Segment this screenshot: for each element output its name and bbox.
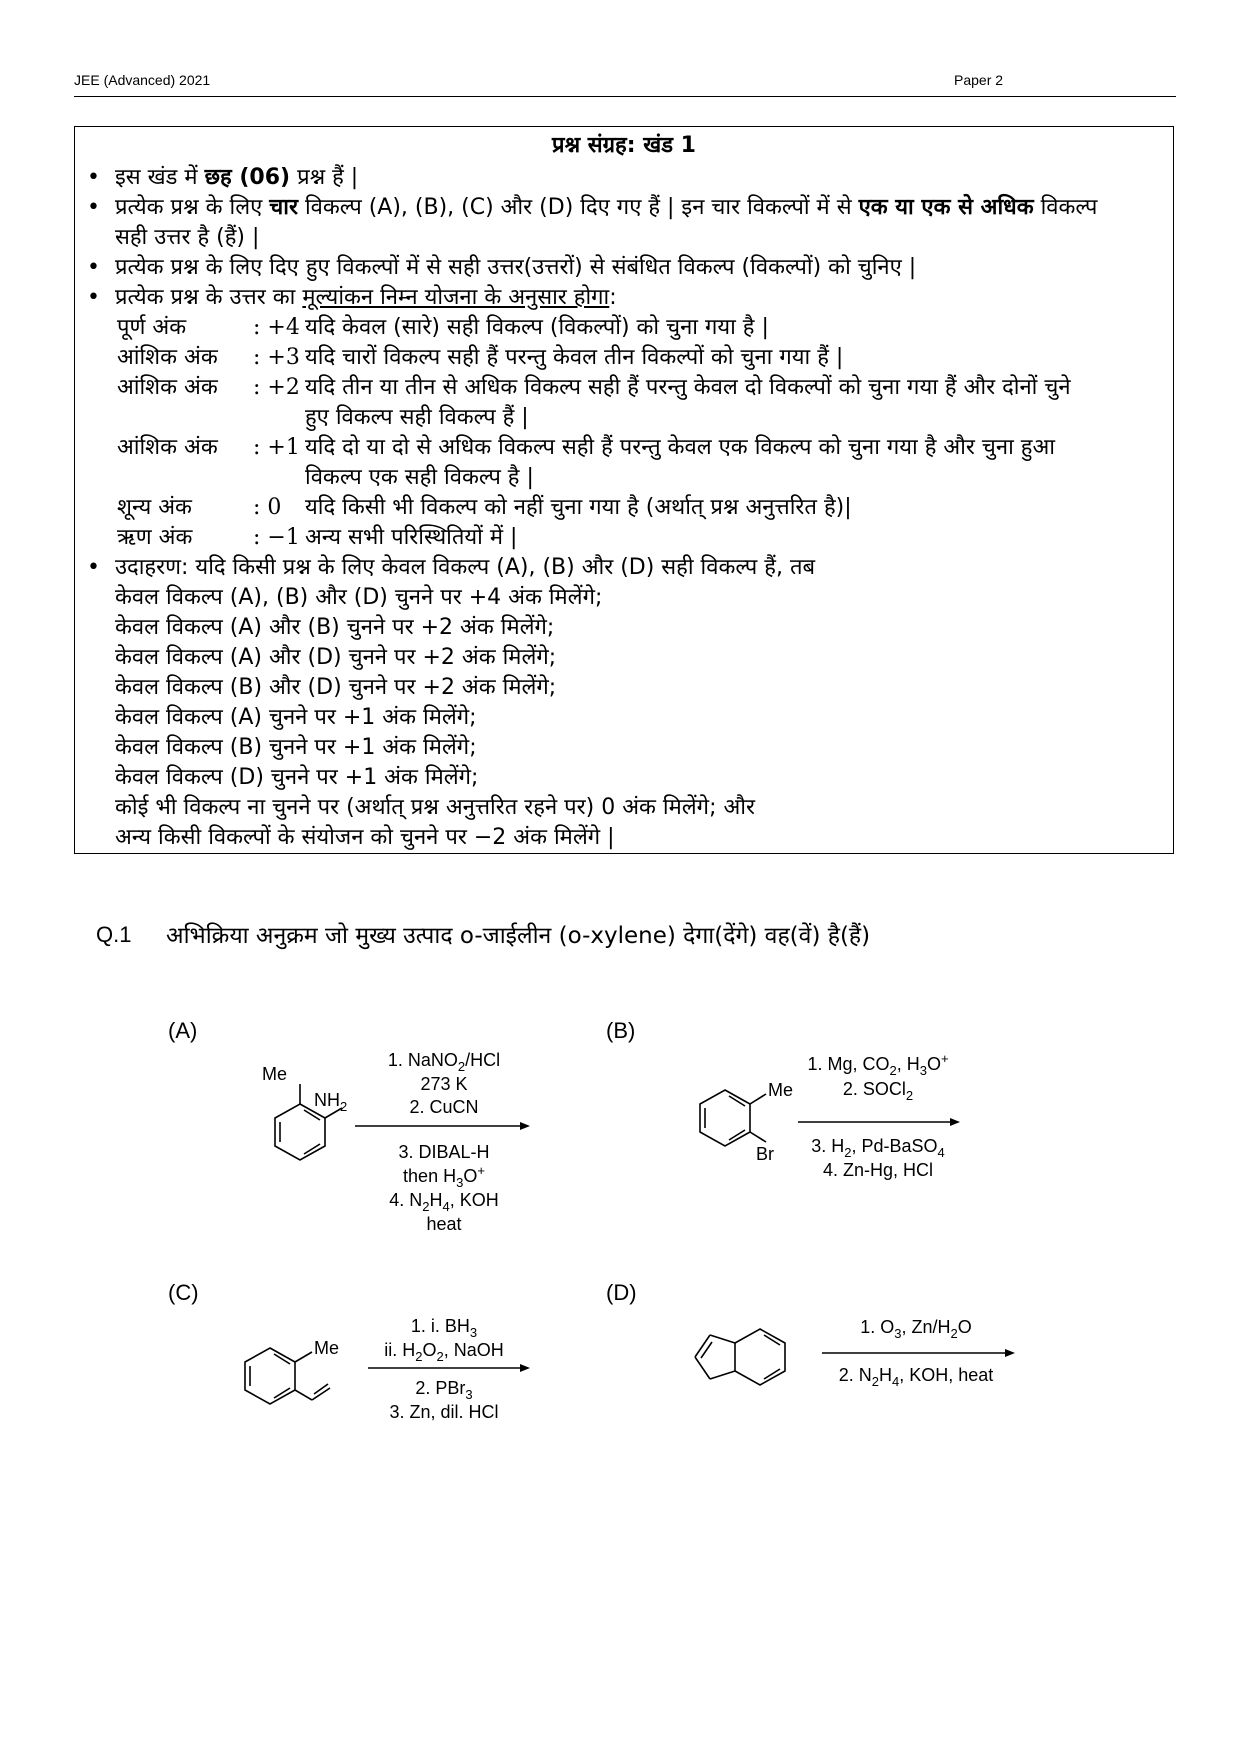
section-title: प्रश्न संग्रह: खंड 1 xyxy=(552,133,696,158)
scheme-b xyxy=(670,1050,1000,1200)
instruction-count: इस खंड में छह (06) प्रश्न हैं | xyxy=(115,165,359,190)
methyl-label: Me xyxy=(768,1080,794,1100)
svg-text:1. NaNO2/HCl: 1. NaNO$_2$/HCl xyxy=(387,1050,501,1074)
option-b-label: (B) xyxy=(606,1018,636,1043)
methyl-label: Me xyxy=(262,1064,288,1084)
mark-text: यदि किसी भी विकल्प को नहीं चुना गया है (अर्थात् प्रश्न अनुत्तरित है)| xyxy=(305,495,852,520)
option-c-label: (C) xyxy=(168,1280,199,1305)
svg-text:2. SOCl2: 2. SOCl$_2$ xyxy=(842,1079,914,1103)
mark-label: आंशिक अंक xyxy=(117,345,218,370)
svg-text:1. Mg, CO2, H3O+: 1. Mg, $CO_2$, $H_3O^+$ xyxy=(807,1051,949,1078)
example-intro: उदाहरण: यदि किसी प्रश्न के लिए केवल विकल्प (A), (B) और (D) सही विकल्प हैं, तब xyxy=(115,555,816,580)
svg-text:3. Zn, dil. HCl: 3. Zn, dil. HCl xyxy=(389,1402,499,1422)
mark-text-cont: हुए विकल्प सही विकल्प हैं | xyxy=(305,405,529,430)
question-number: Q.1 xyxy=(96,922,132,947)
mark-value: : +1 xyxy=(253,435,300,460)
scheme-a xyxy=(230,1050,550,1240)
bullet-icon: • xyxy=(87,255,100,280)
arrowhead-icon xyxy=(520,1122,530,1130)
bullet-icon: • xyxy=(87,555,100,580)
mark-value: : 0 xyxy=(253,495,282,520)
svg-text:3. H2, Pd-BaSO4: 3. $H_2$, Pd-BaSO$_4$ xyxy=(811,1136,945,1160)
bullet-icon: • xyxy=(87,195,100,220)
mark-text: यदि तीन या तीन से अधिक विकल्प सही हैं परन्तु केवल दो विकल्पों को चुना गया हैं और दोनों चुने xyxy=(305,375,1071,400)
svg-text:then H3O+: then $H_3O^+$ xyxy=(403,1163,485,1190)
svg-text:1. O3, Zn/H2O: 1. $O_3$, $Zn/H_2O$ xyxy=(860,1317,972,1341)
mark-label: आंशिक अंक xyxy=(117,375,218,400)
question-text: अभिक्रिया अनुक्रम जो मुख्य उत्पाद o-जाईलीन (o-xylene) देगा(देंगे) वह(वें) है(हैं) xyxy=(166,923,871,949)
svg-text:2. PBr3: 2. PBr$_3$ xyxy=(415,1378,473,1402)
svg-text:2. N2H4, KOH, heat: 2. $N_2H_4$, KOH, heat xyxy=(838,1365,994,1389)
bullet-icon: • xyxy=(87,285,100,310)
page-header xyxy=(74,70,1176,97)
example-line: केवल विकल्प (A) चुनने पर +1 अंक मिलेंगे; xyxy=(115,705,477,730)
mark-label: आंशिक अंक xyxy=(117,435,218,460)
svg-text:NH2: $NH_2$ xyxy=(314,1090,348,1114)
example-line: केवल विकल्प (B) और (D) चुनने पर +2 अंक मिलेंगे; xyxy=(115,675,557,700)
arrowhead-icon xyxy=(950,1118,960,1126)
example-line: केवल विकल्प (D) चुनने पर +1 अंक मिलेंगे; xyxy=(115,765,479,790)
mark-text: यदि केवल (सारे) सही विकल्प (विकल्पों) को चुना गया है | xyxy=(305,315,769,340)
methyl-label: Me xyxy=(314,1338,340,1358)
example-line: केवल विकल्प (B) चुनने पर +1 अंक मिलेंगे; xyxy=(115,735,477,760)
svg-text:2. CuCN: 2. CuCN xyxy=(409,1097,479,1117)
mark-text: अन्य सभी परिस्थितियों में | xyxy=(305,525,518,550)
mark-label: शून्य अंक xyxy=(117,495,192,520)
option-a-label: (A) xyxy=(168,1018,198,1043)
amine-label: NH xyxy=(314,1090,340,1110)
mark-value: : −1 xyxy=(253,525,300,550)
option-d-label: (D) xyxy=(606,1280,637,1305)
svg-text:273 K: 273 K xyxy=(420,1074,468,1094)
exam-title: JEE (Advanced) 2021 xyxy=(74,72,211,88)
bromo-label: Br xyxy=(756,1144,774,1164)
arrowhead-icon xyxy=(1005,1349,1015,1357)
example-line: कोई भी विकल्प ना चुनने पर (अर्थात् प्रश्न अनुत्तरित रहने पर) 0 अंक मिलेंगे; और xyxy=(115,795,755,820)
mark-text: यदि दो या दो से अधिक विकल्प सही हैं परन्तु केवल एक विकल्प को चुना गया है और चुना हुआ xyxy=(305,435,1055,460)
mark-value: : +2 xyxy=(253,375,300,400)
example-line: केवल विकल्प (A), (B) और (D) चुनने पर +4 अंक मिलेंगे; xyxy=(115,585,603,610)
mark-value: : +3 xyxy=(253,345,300,370)
mark-label: ऋण अंक xyxy=(117,525,193,550)
svg-text:4. N2H4, KOH: 4. $N_2H_4$, KOH xyxy=(389,1190,499,1214)
example-line: केवल विकल्प (A) और (D) चुनने पर +2 अंक मिलेंगे; xyxy=(115,645,557,670)
svg-text:heat: heat xyxy=(426,1214,462,1234)
example-line: अन्य किसी विकल्पों के संयोजन को चुनने पर −2 अंक मिलेंगे | xyxy=(115,825,615,850)
scheme-c xyxy=(230,1312,550,1432)
paper-number: Paper 2 xyxy=(954,72,1004,88)
scheme-d xyxy=(680,1305,1030,1405)
instruction-marking: प्रत्येक प्रश्न के उत्तर का मूल्यांकन निम्न योजना के अनुसार होगा: xyxy=(115,285,617,310)
mark-label: पूर्ण अंक xyxy=(117,315,187,340)
bullet-icon: • xyxy=(87,165,100,190)
instruction-choose: प्रत्येक प्रश्न के लिए दिए हुए विकल्पों में से सही उत्तर(उत्तरों) से संबंधित विकल्प (विकल्पों) को चुनिए | xyxy=(115,255,917,280)
benzene-ring-icon xyxy=(700,1090,766,1146)
svg-text:1. i. BH3: 1. i. $BH_3$ xyxy=(410,1316,478,1340)
mark-text: यदि चारों विकल्प सही हैं परन्तु केवल तीन विकल्पों को चुना गया हैं | xyxy=(305,345,844,370)
arrowhead-icon xyxy=(520,1364,530,1372)
mark-text-cont: विकल्प एक सही विकल्प है | xyxy=(305,465,534,490)
instruction-options: प्रत्येक प्रश्न के लिए चार विकल्प (A), (B), (C) और (D) दिए गए हैं | इन चार विकल्पों में से एक या एक से अधिक विकल्प xyxy=(115,195,1098,220)
example-line: केवल विकल्प (A) और (B) चुनने पर +2 अंक मिलेंगे; xyxy=(115,615,555,640)
instruction-options-cont: सही उत्तर है (हैं) | xyxy=(115,225,260,250)
svg-text:4. Zn-Hg, HCl: 4. Zn-Hg, HCl xyxy=(822,1160,934,1180)
instructions-box xyxy=(74,126,1174,854)
svg-text:3. DIBAL-H: 3. DIBAL-H xyxy=(398,1142,490,1162)
mark-value: : +4 xyxy=(253,315,300,340)
indene-ring-icon xyxy=(695,1329,785,1385)
svg-text:ii. H2O2, NaOH: ii. $H_2O_2$, NaOH xyxy=(384,1340,504,1364)
